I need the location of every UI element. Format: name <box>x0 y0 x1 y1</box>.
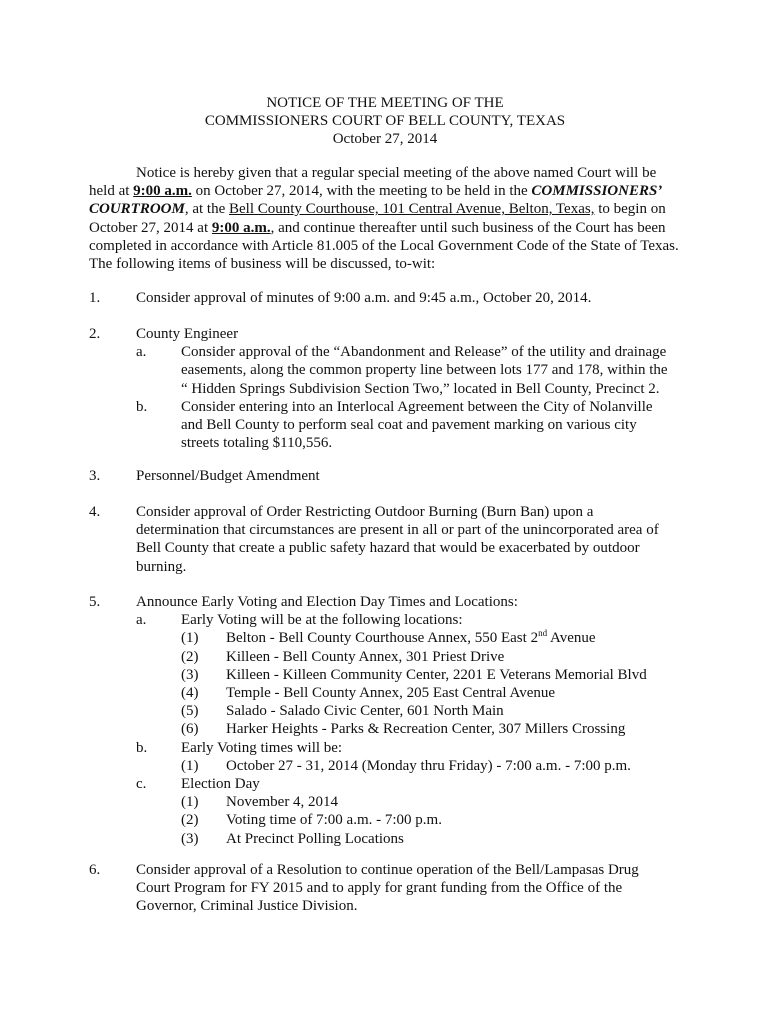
sub-item <box>136 611 689 738</box>
agenda-item <box>89 861 689 916</box>
item-text: Consider approval of a Resolution to continue operation of the Bell/Lampasas Drug Court Program for FY 2015 and to apply for grant funding from the Office of the Governor, Criminal Justice Division. <box>136 862 639 915</box>
location-text: Harker Heights - Parks & Recreation Center, 307 Millers Crossing <box>226 721 626 738</box>
election-day-entry <box>181 793 689 811</box>
location-number: (4) <box>181 685 199 702</box>
meeting-time: 9:00 a.m. <box>133 183 192 200</box>
header-title: NOTICE OF THE MEETING OF THE <box>266 95 504 111</box>
sub-item-text: Consider approval of the “Abandonment and Release” of the utility and drainage easements, along the common property line between lots 177 and 178, within the “ Hidden Springs Subdivision Section Two,” located in Bell County, Precinct 2. <box>181 344 668 397</box>
location-entry <box>181 702 689 720</box>
sub-item-label: a. <box>136 344 147 361</box>
location-entry <box>181 648 689 666</box>
intro-text: to begin on October 27, 2014 at <box>89 201 666 236</box>
location-number: (6) <box>181 721 199 738</box>
entry-text: November 4, 2014 <box>226 794 339 811</box>
meeting-address: Bell County Courthouse, 101 Central Avenue, Belton, Texas, <box>229 201 595 218</box>
location-number: (2) <box>181 648 199 665</box>
sub-item <box>136 343 671 398</box>
sub-item-label: b. <box>136 398 148 415</box>
intro-text: , at the <box>184 201 230 218</box>
location-number: (3) <box>181 666 199 683</box>
item-text: County Engineer <box>136 326 239 342</box>
intro-text: on October 27, 2014, with the meeting to be held in the <box>191 183 532 200</box>
location-entry <box>181 666 689 684</box>
entry-number: (1) <box>181 757 199 774</box>
sub-item-text: Early Voting times will be: <box>181 739 343 756</box>
sub-item <box>136 775 689 848</box>
entry-number: (2) <box>181 812 199 829</box>
intro-paragraph <box>89 164 681 273</box>
sub-item-label: a. <box>136 612 147 629</box>
location-number: (5) <box>181 703 199 720</box>
item-text: Consider approval of minutes of 9:00 a.m. and 9:45 a.m., October 20, 2014. <box>136 290 592 306</box>
entry-text: October 27 - 31, 2014 (Monday thru Friday) - 7:00 a.m. - 7:00 p.m. <box>226 757 631 774</box>
entry-number: (3) <box>181 830 199 847</box>
item-text: Consider approval of Order Restricting Outdoor Burning (Burn Ban) upon a determination that circumstances are present in all or part of the unincorporated area of Bell County that create a public safety hazard that would be exacerbated by outdoor burning. <box>136 504 659 575</box>
entry-number: (1) <box>181 794 199 811</box>
sub-item-text: Election Day <box>181 776 260 793</box>
header-court: COMMISSIONERS COURT OF BELL COUNTY, TEXAS <box>204 113 566 129</box>
location-entry <box>181 684 689 702</box>
location-number: (1) <box>181 630 199 647</box>
item-text: Announce Early Voting and Election Day Times and Locations: <box>136 594 518 610</box>
agenda-item <box>89 289 689 307</box>
agenda-item <box>89 467 689 485</box>
location-text: Belton - Bell County Courthouse Annex, 550 East 2 <box>226 630 539 647</box>
election-day-entry <box>181 830 689 848</box>
sub-item-label: c. <box>136 776 147 793</box>
location-text: Killeen - Killeen Community Center, 2201 E Veterans Memorial Blvd <box>226 666 647 683</box>
sub-item <box>136 398 671 453</box>
item-number: 3. <box>89 468 101 484</box>
sub-item <box>136 739 689 775</box>
entry-text: At Precinct Polling Locations <box>226 830 404 847</box>
sub-item-text: Consider entering into an Interlocal Agreement between the City of Nolanville and Bell County to perform seal coat and pavement marking on various city streets totaling $110,556. <box>181 398 653 452</box>
header-date: October 27, 2014 <box>332 131 438 147</box>
location-entry <box>181 629 689 647</box>
agenda-item <box>89 503 689 576</box>
agenda-item <box>89 325 689 452</box>
notice-header <box>0 94 770 148</box>
agenda-item <box>89 593 689 848</box>
election-day-entry <box>181 811 689 829</box>
intro-text: Notice is hereby given that a regular special meeting of the above named Court will be held at <box>89 165 657 200</box>
item-text: Personnel/Budget Amendment <box>136 468 320 484</box>
location-text: Salado - Salado Civic Center, 601 North Main <box>226 703 504 720</box>
voting-time-entry <box>181 757 689 775</box>
courtroom-name: COMMISSIONERS’ <box>531 183 663 200</box>
location-entry <box>181 720 689 738</box>
intro-text: , and continue thereafter until such business of the Court has been completed in accordance with Article 81.005 of the Local Government Code of the State of Texas. The following items of business will be discussed, to-wit: <box>89 219 679 273</box>
sub-item-text: Early Voting will be at the following locations: <box>181 612 463 629</box>
item-number: 2. <box>89 326 101 342</box>
ordinal-suffix: nd <box>538 628 548 639</box>
item-number: 1. <box>89 290 101 306</box>
item-number: 5. <box>89 594 101 610</box>
start-time: 9:00 a.m. <box>211 219 271 236</box>
sub-item-label: b. <box>136 739 148 756</box>
item-number: 4. <box>89 504 101 520</box>
location-text: Killeen - Bell County Annex, 301 Priest Drive <box>226 648 505 665</box>
courtroom-name: COURTROOM <box>89 201 185 218</box>
item-number: 6. <box>89 862 101 878</box>
location-text: Avenue <box>547 630 596 647</box>
entry-text: Voting time of 7:00 a.m. - 7:00 p.m. <box>226 812 442 829</box>
location-text: Temple - Bell County Annex, 205 East Central Avenue <box>226 685 556 702</box>
